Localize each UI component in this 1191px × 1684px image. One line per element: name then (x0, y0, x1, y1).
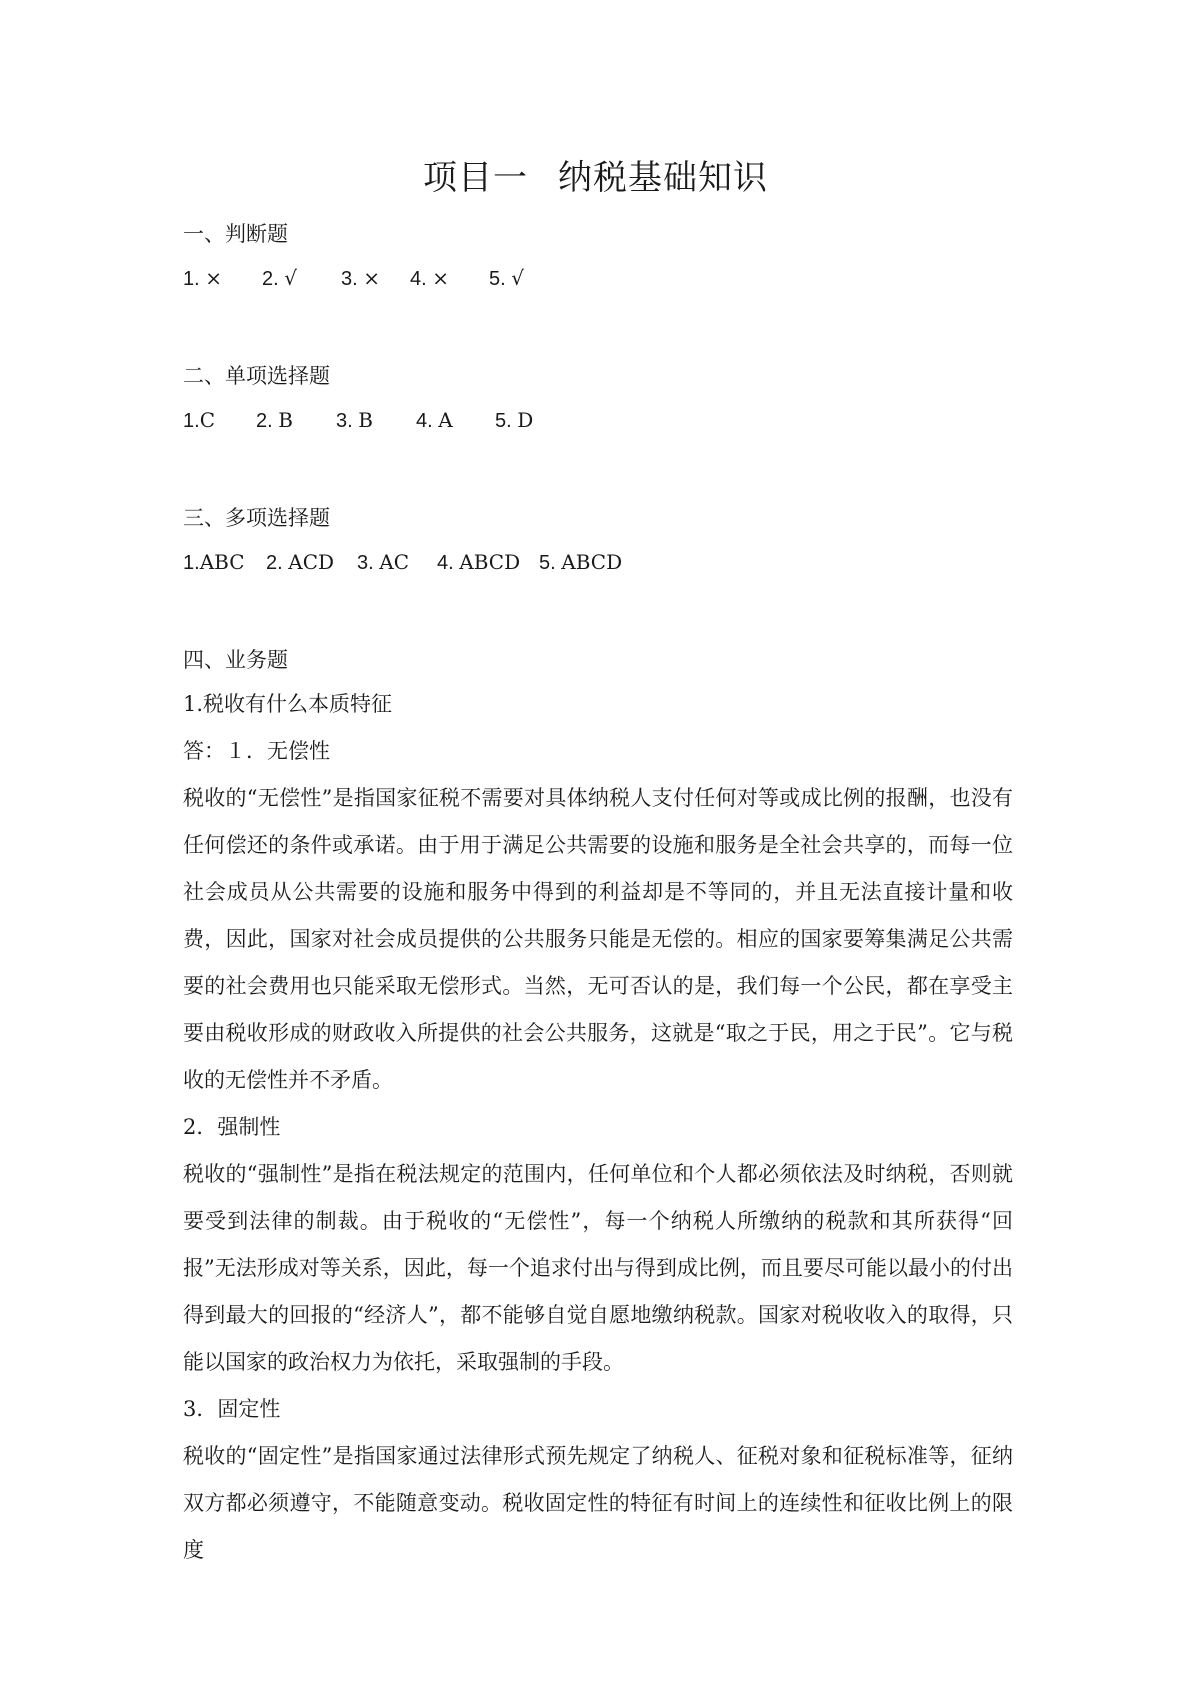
question-text: 1.税收有什么本质特征 (183, 692, 393, 716)
title-part-2: 纳税基础知识 (558, 158, 768, 198)
answer-item: 1.C (183, 408, 215, 432)
section-2-answers (183, 408, 533, 433)
paragraph-3: 税收的“固定性”是指国家通过法律形式预先规定了纳税人、征税对象和征税标准等，征纳双方都必须遵守，不能随意变动。税收固定性的特征有时间上的连续性和征收比例上的限度 (183, 1444, 1013, 1562)
section-3-heading: 三、多项选择题 (183, 506, 330, 530)
answer-item: 3. × (341, 266, 381, 290)
section-4-heading: 四、业务题 (183, 648, 288, 672)
answer-intro: 答：１．无偿性 (183, 739, 330, 763)
answer-item: 2. √ (262, 266, 297, 290)
paragraph-2: 税收的“强制性”是指在税法规定的范围内，任何单位和个人都必须依法及时纳税，否则就要受到法律的制裁。由于税收的“无偿性”，每一个纳税人所缴纳的税款和其所获得“回报”无法形成对等关系，因此，每一个追求付出与得到成比例，而且要尽可能以最小的付出得到最大的回报的“经济人”，都不能够自觉自愿地缴纳税款。国家对税收收入的取得，只能以国家的政治权力为依托，采取强制的手段。 (183, 1162, 1013, 1374)
section-3-answers (183, 550, 622, 575)
answer-item: 5. D (495, 408, 534, 432)
answer-item: 1. × (183, 266, 223, 290)
answer-item: 3. AC (357, 550, 409, 574)
answer-item: 2. B (256, 408, 293, 432)
answer-item: 4. × (410, 266, 450, 290)
section-1-answers (183, 266, 524, 291)
section-1-heading: 一、判断题 (183, 222, 288, 246)
answer-item: 2. ACD (266, 550, 335, 574)
answer-item: 1.ABC (183, 550, 245, 574)
answer-item: 3. B (336, 408, 373, 432)
answer-item: 4. ABCD (437, 550, 521, 574)
title-part-1: 项目一 (423, 158, 528, 198)
answer-item: 5. ABCD (539, 550, 623, 574)
subheading-2: 2．强制性 (183, 1115, 281, 1139)
paragraph-1: 税收的“无偿性”是指国家征税不需要对具体纳税人支付任何对等或成比例的报酬，也没有任何偿还的条件或承诺。由于用于满足公共需要的设施和服务是全社会共享的，而每一位社会成员从公共需要的设施和服务中得到的利益却是不等同的，并且无法直接计量和收费，因此，国家对社会成员提供的公共服务只能是无偿的。相应的国家要筹集满足公共需要的社会费用也只能采取无偿形式。当然，无可否认的是，我们每一个公民，都在享受主要由税收形成的财政收入所提供的社会公共服务，这就是“取之于民，用之于民”。它与税收的无偿性并不矛盾。 (183, 786, 1013, 1092)
section-4-body (183, 681, 1013, 1574)
subheading-3: 3．固定性 (183, 1397, 281, 1421)
answer-item: 4. A (416, 408, 453, 432)
page-title (0, 150, 1191, 199)
section-2-heading: 二、单项选择题 (183, 364, 330, 388)
answer-item: 5. √ (489, 266, 524, 290)
